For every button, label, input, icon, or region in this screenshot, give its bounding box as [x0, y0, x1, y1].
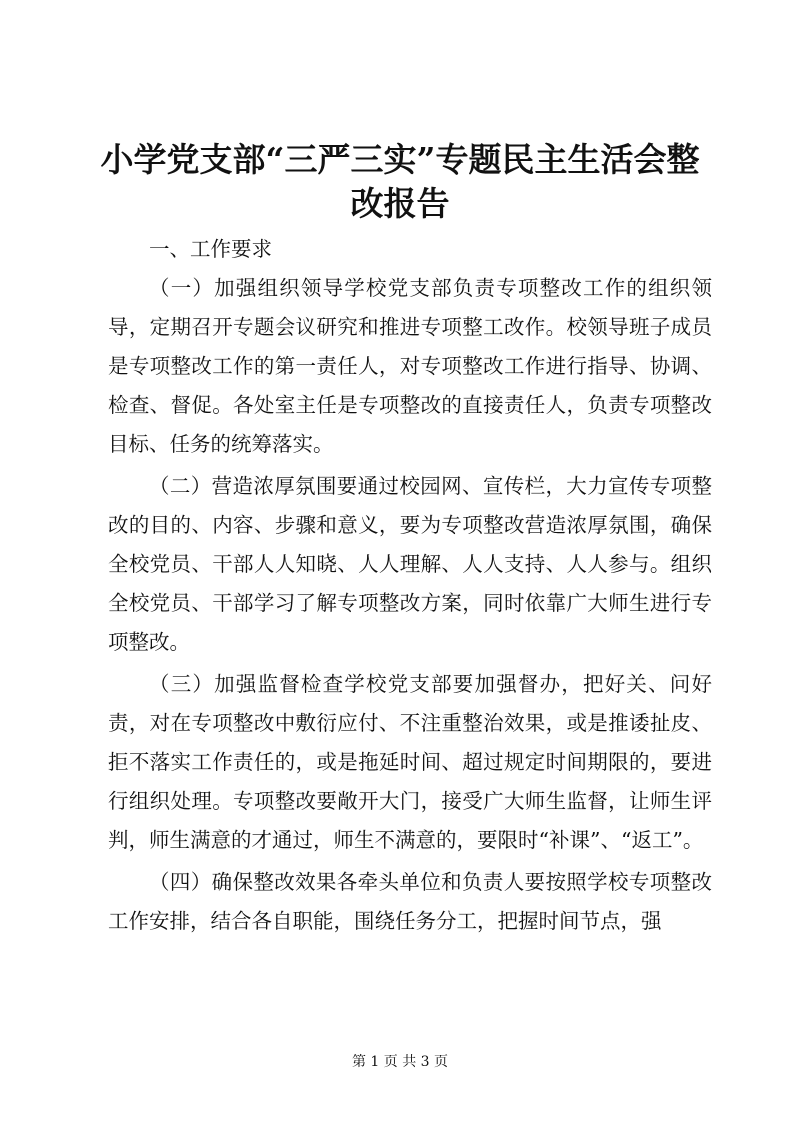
paragraph-3: （三）加强监督检查学校党支部要加强督办，把好关、问好责，对在专项整改中敷衍应付、不注重整治效果，或是推诿扯皮、拒不落实工作责任的，或是拖延时间、超过规定时间期限的，要进行组织处理。专项整改要敞开大门，接受广大师生监督，让师生评判，师生满意的才通过，师生不满意的，要限时“补课”、“返工”。	[108, 672, 712, 852]
paragraph-1: （一）加强组织领导学校党支部负责专项整改工作的组织领导，定期召开专题会议研究和推进专项整工改作。校领导班子成员是专项整改工作的第一责任人，对专项整改工作进行指导、协调、检查、督促。各处室主任是专项整改的直接责任人，负责专项整改目标、任务的统筹落实。	[108, 276, 712, 456]
document-title: 小学党支部“三严三实”专题民主生活会整改报告	[100, 140, 700, 223]
paragraph-2: （二）营造浓厚氛围要通过校园网、宣传栏，大力宣传专项整改的目的、内容、步骤和意义，要为专项整改营造浓厚氛围，确保全校党员、干部人人知晓、人人理解、人人支持、人人参与。组织全校党员、干部学习了解专项整改方案，同时依靠广大师生进行专项整改。	[108, 474, 712, 654]
document-body	[108, 230, 712, 944]
page-footer: 第 1 页 共 3 页	[351, 1054, 449, 1070]
section-heading: 一、工作要求	[149, 237, 272, 261]
paragraph-4: （四）确保整改效果各牵头单位和负责人要按照学校专项整改工作安排，结合各自职能，围绕任务分工，把握时间节点，强	[108, 870, 712, 933]
